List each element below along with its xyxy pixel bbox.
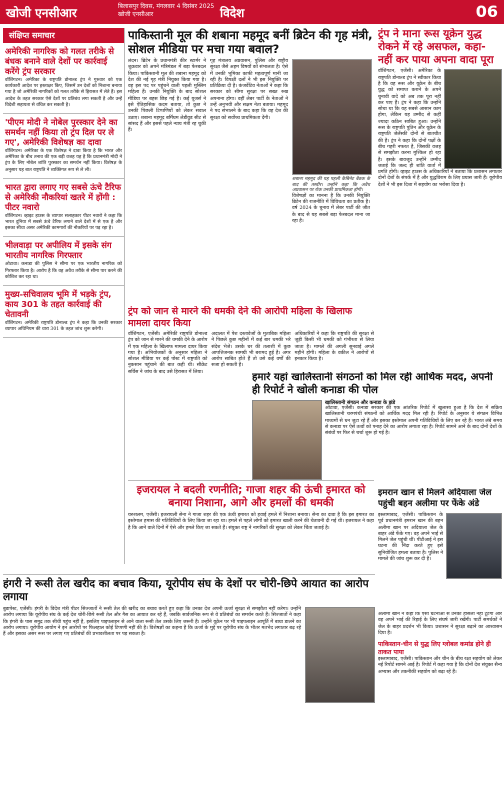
imran-khan-headline[interactable]: इमरान खान से मिलने अदियाला जेल पहुंची बहन अलीमा पर फेंके अंडे [378, 488, 492, 509]
brief-story [3, 114, 124, 179]
hungary-oil-story [3, 574, 375, 798]
brief-body: वॉशिंगटन। अमेरिका के राष्ट्रपति डोनाल्ड ट्रंप ने गुरुवार को एक कार्यकारी आदेश पर हस्ताक्षर किए, जिसमें उन देशों को निशाना बनाया गया है जो अमेरिकी नागरिकों को गलत तरीके से हिरासत में लेते हैं। इस आदेश के तहत सरकार ऐसे देशों पर प्रतिबंध लगा सकती है और उन्हें विदेशी सहायता से वंचित कर सकती है। [5, 78, 122, 108]
trump-ukraine-body: वॉशिंगटन, एजेंसी। अमेरिका के राष्ट्रपति डोनाल्ड ट्रंप ने स्वीकार किया है कि वह रूस और यूक्रेन के बीच युद्ध को समाप्त कराने के अपने चुनावी वादे को अब तक पूरा नहीं कर पाए हैं। ट्रंप ने कहा कि उन्होंने सोचा था कि यह सबसे आसान काम होगा, लेकिन यह उम्मीद से कहीं ज्यादा कठिन साबित हुआ। उन्होंने रूस के राष्ट्रपति पुतिन और यूक्रेन के राष्ट्रपति जेलेंस्की दोनों से बातचीत की है। ट्रंप ने कहा कि दोनों पक्षों के बीच गहरी नफरत है, जिसकी वजह से समझौता करना मुश्किल हो रहा है। इसके बावजूद उन्होंने उम्मीद जताई कि जल्द ही शांति वार्ता में प्रगति होगी। व्हाइट हाउस के अधिकारियों ने बताया कि प्रशासन लगातार दोनों देशों के संपर्क में है और युद्धविराम के लिए प्रयास जारी हैं। यूरोपीय देशों ने भी इस दिशा में सहयोग का भरोसा दिया है। [378, 69, 502, 188]
edition-date: बिलासपुर दिवस, मंगलवार 4 दिसंबर 2025 [118, 3, 215, 10]
threat-case-headline[interactable]: ट्रंप को जान से मारने की धमकी देने की आरोपी महिला के खिलाफ मामला दायर किया [128, 306, 353, 329]
imran-khan-body: इस्लामाबाद, एजेंसी। पाकिस्तान के पूर्व प्रधानमंत्री इमरान खान की बहन अलीमा खान पर अदियाला जेल के बाहर अंडे फेंके गए। वह अपने भाई से मिलने जेल पहुंची थीं। पीटीआई ने इस घटना की निंदा करते हुए इसे सुनियोजित हमला बताया है। पुलिस ने मामले की जांच शुरू कर दी है। [378, 513, 443, 563]
imran-khan-photo [446, 513, 502, 579]
israel-gaza-headline[interactable]: इजरायल ने बदली रणनीति; गाजा शहर की ऊंची इमारत को बनाया निशाना, आगे और हमलों की धमकी [136, 484, 366, 509]
pak-china-headline[interactable]: पाकिस्तान-चीन से युद्ध लिए ग्लोबल कमांड होने ही ताकत पाया [378, 641, 491, 657]
sidebar-header: संक्षिप्त समाचार [3, 28, 124, 43]
threat-column-3: अधिकारियों ने कहा कि राष्ट्रपति की सुरक्षा से जुड़ी किसी भी धमकी को गंभीरता से लिया जाता है। मामले की अगली सुनवाई अगले महीने होगी। महिला के वकील ने आरोपों से इनकार किया है। [294, 332, 374, 363]
hungary-minister-photo [305, 607, 375, 703]
lead-column-3-text: विशेषज्ञों का मानना है कि उनकी नियुक्ति ब्रिटेन की राजनीति में विविधता का प्रतीक है। वर्ष 2024 के चुनाव में लेबर पार्टी की जीत के बाद से यह सबसे बड़ा फेरबदल माना जा रहा है। [292, 193, 370, 224]
edition-sub: खोजी एनसीआर [118, 11, 154, 18]
brief-headline[interactable]: भारत द्वारा लगाए गए सबसे ऊंचे टैरिफ से अमेरिकी नौकरियां खतरे में होंगी : पीटर नवारो [5, 181, 122, 212]
lead-columns [128, 59, 374, 225]
israel-gaza-story [128, 480, 374, 572]
trump-ukraine-story [378, 28, 502, 368]
newspaper-brand: खोजी एनसीआर [6, 6, 77, 20]
brief-body: ओटावा। कनाडा की पुलिस ने सीमा पर एक भारतीय नागरिक को गिरफ्तार किया है। आरोप है कि वह अवैध तरीके से सीमा पार करने की कोशिश कर रहा था। [5, 262, 122, 280]
brief-story [3, 179, 124, 238]
masthead [0, 0, 504, 24]
bottom-right-column [378, 612, 502, 798]
threat-case-columns [128, 332, 374, 376]
khalistan-flags-photo [252, 400, 322, 480]
khalistan-story [252, 372, 502, 480]
trump-photo [444, 69, 502, 169]
brief-body: वॉशिंगटन। व्हाइट हाउस के व्यापार सलाहकार पीटर नवारो ने कहा कि भारत दुनिया में सबसे ऊंचे टैरिफ लगाने वाले देशों में से एक है और इसका सीधा असर अमेरिकी कामगारों की नौकरियों पर पड़ रहा है। [5, 213, 122, 232]
brief-story [3, 237, 124, 286]
brief-headline[interactable]: अमेरिकी नागरिक को गलत तरीके से बंधक बनाने वाले देशों पर कार्रवाई करेंगे ट्रंप सरकार [5, 46, 114, 76]
threat-column-1: वॉशिंगटन, एजेंसी। अमेरिकी राष्ट्रपति डोनाल्ड ट्रंप को जान से मारने की धमकी देने के आरोप में एक महिला के खिलाफ मामला दायर किया गया है। अभियोजकों के अनुसार महिला ने सोशल मीडिया पर कई पोस्ट में राष्ट्रपति को नुकसान पहुंचाने की बात कही थी। सीक्रेट सर्विस ने जांच के बाद उसे हिरासत में लिया। [128, 332, 208, 375]
shabana-mahmood-photo [292, 59, 372, 175]
pak-china-body: इस्लामाबाद, एजेंसी। पाकिस्तान और चीन के बीच रक्षा सहयोग को लेकर नई रिपोर्ट सामने आई है। रिपोर्ट में कहा गया है कि दोनों देश संयुक्त सैन्य अभ्यास और तकनीकी सहयोग को बढ़ा रहे हैं। [378, 657, 502, 675]
lead-column-1: लंदन। ब्रिटेन के प्रधानमंत्री कीर स्टार्मर ने शुक्रवार को अपने मंत्रिमंडल में बड़ा फेरबदल किया। पाकिस्तानी मूल की शबाना महमूद को देश की नई गृह मंत्री नियुक्त किया गया है। वह इस पद पर पहुंचने वाली पहली मुस्लिम महिला हैं। उनकी नियुक्ति के बाद सोशल मीडिया पर बहस छिड़ गई है। कई यूजर्स ने इसे ऐतिहासिक कदम बताया, तो कुछ ने उनकी पिछली टिप्पणियों को लेकर सवाल उठाए। शबाना महमूद बर्मिंघम लेडीवुड सीट से सांसद हैं और इससे पहले न्याय मंत्री रह चुकी हैं। [128, 59, 206, 134]
imran-khan-story [378, 488, 502, 608]
israel-gaza-body: यरुशलम, एजेंसी। इजरायली सेना ने गाजा शहर की एक ऊंची इमारत को हवाई हमले में निशाना बनाया। सेना का दावा है कि इस इमारत का इस्तेमाल हमास की गतिविधियों के लिए किया जा रहा था। हमले से पहले लोगों को इमारत खाली करने की चेतावनी दी गई थी। इजरायल ने कहा है कि आने वाले दिनों में ऐसे और हमले किए जा सकते हैं। संयुक्त राष्ट्र ने नागरिकों की सुरक्षा को लेकर चिंता जताई है। [128, 513, 374, 531]
khalistan-body: ओटावा, एजेंसी। कनाडा सरकार की एक आंतरिक रिपोर्ट में खुलासा हुआ है कि देश में सक्रिय खालिस्तानी चरमपंथी संगठनों को आर्थिक मदद मिल रही है। रिपोर्ट के अनुसार ये संगठन विभिन्न माध्यमों से धन जुटा रहे हैं और इसका इस्तेमाल अपनी गतिविधियों के लिए कर रहे हैं। भारत लंबे समय से कनाडा पर ऐसे तत्वों को पनाह देने का आरोप लगाता रहा है। रिपोर्ट सामने आने के बाद दोनों देशों के संबंधों पर फिर से चर्चा शुरू हो गई है। [325, 406, 502, 437]
khalistan-headline[interactable]: हमारे यहां खालिस्तानी संगठनों को मिल रही आर्थिक मदद, अपनी ही रिपोर्ट ने खोली कनाडा की पोल [252, 372, 493, 396]
brief-body: वॉशिंगटन। अमेरिकी राष्ट्रपति डोनाल्ड ट्रंप ने कहा कि उनकी सरकार व्यापार अधिनियम की धारा 301 के तहत जांच शुरू करेगी। [5, 321, 122, 333]
lead-story [128, 28, 374, 300]
khalistan-photo-caption: खालिस्तानी संगठन और कनाडा के झंडे [325, 400, 396, 407]
threat-column-2: अदालत में पेश दस्तावेजों के मुताबिक महिला ने पिछले कुछ महीनों में कई बार धमकी भरे संदेश भेजे। उसके घर की तलाशी में कुछ आपत्तिजनक सामग्री भी बरामद हुई है। अगर आरोप साबित होते हैं तो उसे कई वर्षों की सजा हो सकती है। [211, 332, 291, 369]
brief-body: वॉशिंगटन। अमेरिका के एक विशेषज्ञ ने दावा किया है कि भारत और अमेरिका के बीच तनाव की एक बड़ी वजह यह है कि प्रधानमंत्री मोदी ने ट्रंप के लिए नोबेल शांति पुरस्कार का समर्थन नहीं किया। विशेषज्ञ के अनुसार यह बात राष्ट्रपति ने व्यक्तिगत रूप से ले ली। [5, 149, 122, 173]
trump-ukraine-headline[interactable]: ट्रंप ने माना रूस यूक्रेन युद्ध रोकने में रहे असफल, कहा- नहीं कर पाया अपना वादा पूरा [378, 28, 494, 66]
imran-khan-continued: अलीमा खान ने कहा कि ऐसी घटनाओं से उनका हौसला नहीं टूटेगा और वह अपने भाई की रिहाई के लिए संघर्ष जारी रखेंगी। पार्टी समर्थकों ने जेल के बाहर प्रदर्शन भी किया। प्रशासन ने सुरक्षा बढ़ाने का आश्वासन दिया है। [378, 612, 502, 636]
brief-headline[interactable]: 'पीएम मोदी ने नोबेल पुरस्कार देने का समर्थन नहीं किया तो ट्रंप दिल पर ले गए', अमेरिकी विशेषज्ञ का दावा [5, 117, 118, 148]
hungary-oil-body: बुडापेस्ट, एजेंसी। हंगरी के विदेश मंत्री पीटर सिज्जार्तो ने रूसी तेल की खरीद का बचाव करते हुए कहा कि उनका देश अपनी ऊर्जा सुरक्षा से समझौता नहीं करेगा। उन्होंने आरोप लगाया कि यूरोपीय संघ के कई देश चोरी-छिपे रूसी तेल और गैस का आयात कर रहे हैं, जबकि सार्वजनिक रूप से वे प्रतिबंधों का समर्थन करते हैं। सिज्जार्तो ने कहा कि हंगरी के पास समुद्र तक सीधी पहुंच नहीं है, इसलिए पाइपलाइन से आने वाला रूसी तेल उसके लिए जरूरी है। उन्होंने यूक्रेन पर भी पाइपलाइन आपूर्ति में बाधा डालने का आरोप लगाया। यूरोपीय आयोग ने इन आरोपों पर फिलहाल कोई टिप्पणी नहीं की है। विशेषज्ञों का कहना है कि ऊर्जा के मुद्दे पर यूरोपीय संघ के भीतर मतभेद लगातार बढ़ रहे हैं और इसका असर रूस पर लगाए गए प्रतिबंधों की प्रभावशीलता पर पड़ सकता है। [3, 607, 301, 638]
section-title: विदेश [220, 6, 245, 20]
lead-column-3 [292, 59, 370, 225]
hungary-oil-headline[interactable]: हंगरी ने रूसी तेल खरीद का बचाव किया, यूरोपीय संघ के देशों पर चोरी-छिपे आयात का आरोप लगाया [3, 578, 369, 603]
brief-story [3, 286, 124, 338]
brief-headline[interactable]: मुख्य-सचिवालय भूमि में भड़के ट्रंप, काय 301 के तहत कार्रवाई की चेतावनी [5, 289, 112, 320]
lead-headline[interactable]: पाकिस्तानी मूल की शबाना महमूद बनीं ब्रिटेन की गृह मंत्री, सोशल मीडिया पर मचा गया बवाल? [128, 28, 373, 56]
brief-headline[interactable]: भीलवाड़ा पर अपीलिय में इसके संग भारतीय नागरिक गिरफ्तार [5, 240, 112, 261]
edition-info [118, 3, 214, 19]
lead-column-2: गृह मंत्रालय अप्रवासन, पुलिस और राष्ट्रीय सुरक्षा जैसे अहम विषयों को संभालता है। ऐसे में उनकी भूमिका काफी महत्वपूर्ण मानी जा रही है। विपक्षी दलों ने भी इस नियुक्ति पर प्रतिक्रिया दी है। कंजर्वेटिव नेताओं ने कहा कि सरकार को सीमा सुरक्षा पर सख्त रुख अपनाना होगा। वहीं लेबर पार्टी के नेताओं ने उन्हें अनुभवी और सक्षम नेता बताया। महमूद ने पद संभालने के बाद कहा कि वह देश की सुरक्षा को सर्वोच्च प्राथमिकता देंगी। [210, 59, 288, 121]
brief-news-sidebar [3, 28, 125, 564]
photo-caption: शबाना महमूद की यह पहली कैबिनेट बैठक के बाद की तस्वीर। उन्होंने कहा कि अवैध अप्रवासन पर रोक उनकी प्राथमिकता होगी। [292, 177, 370, 194]
page-number: 06 [475, 2, 498, 21]
brief-story [3, 43, 124, 114]
